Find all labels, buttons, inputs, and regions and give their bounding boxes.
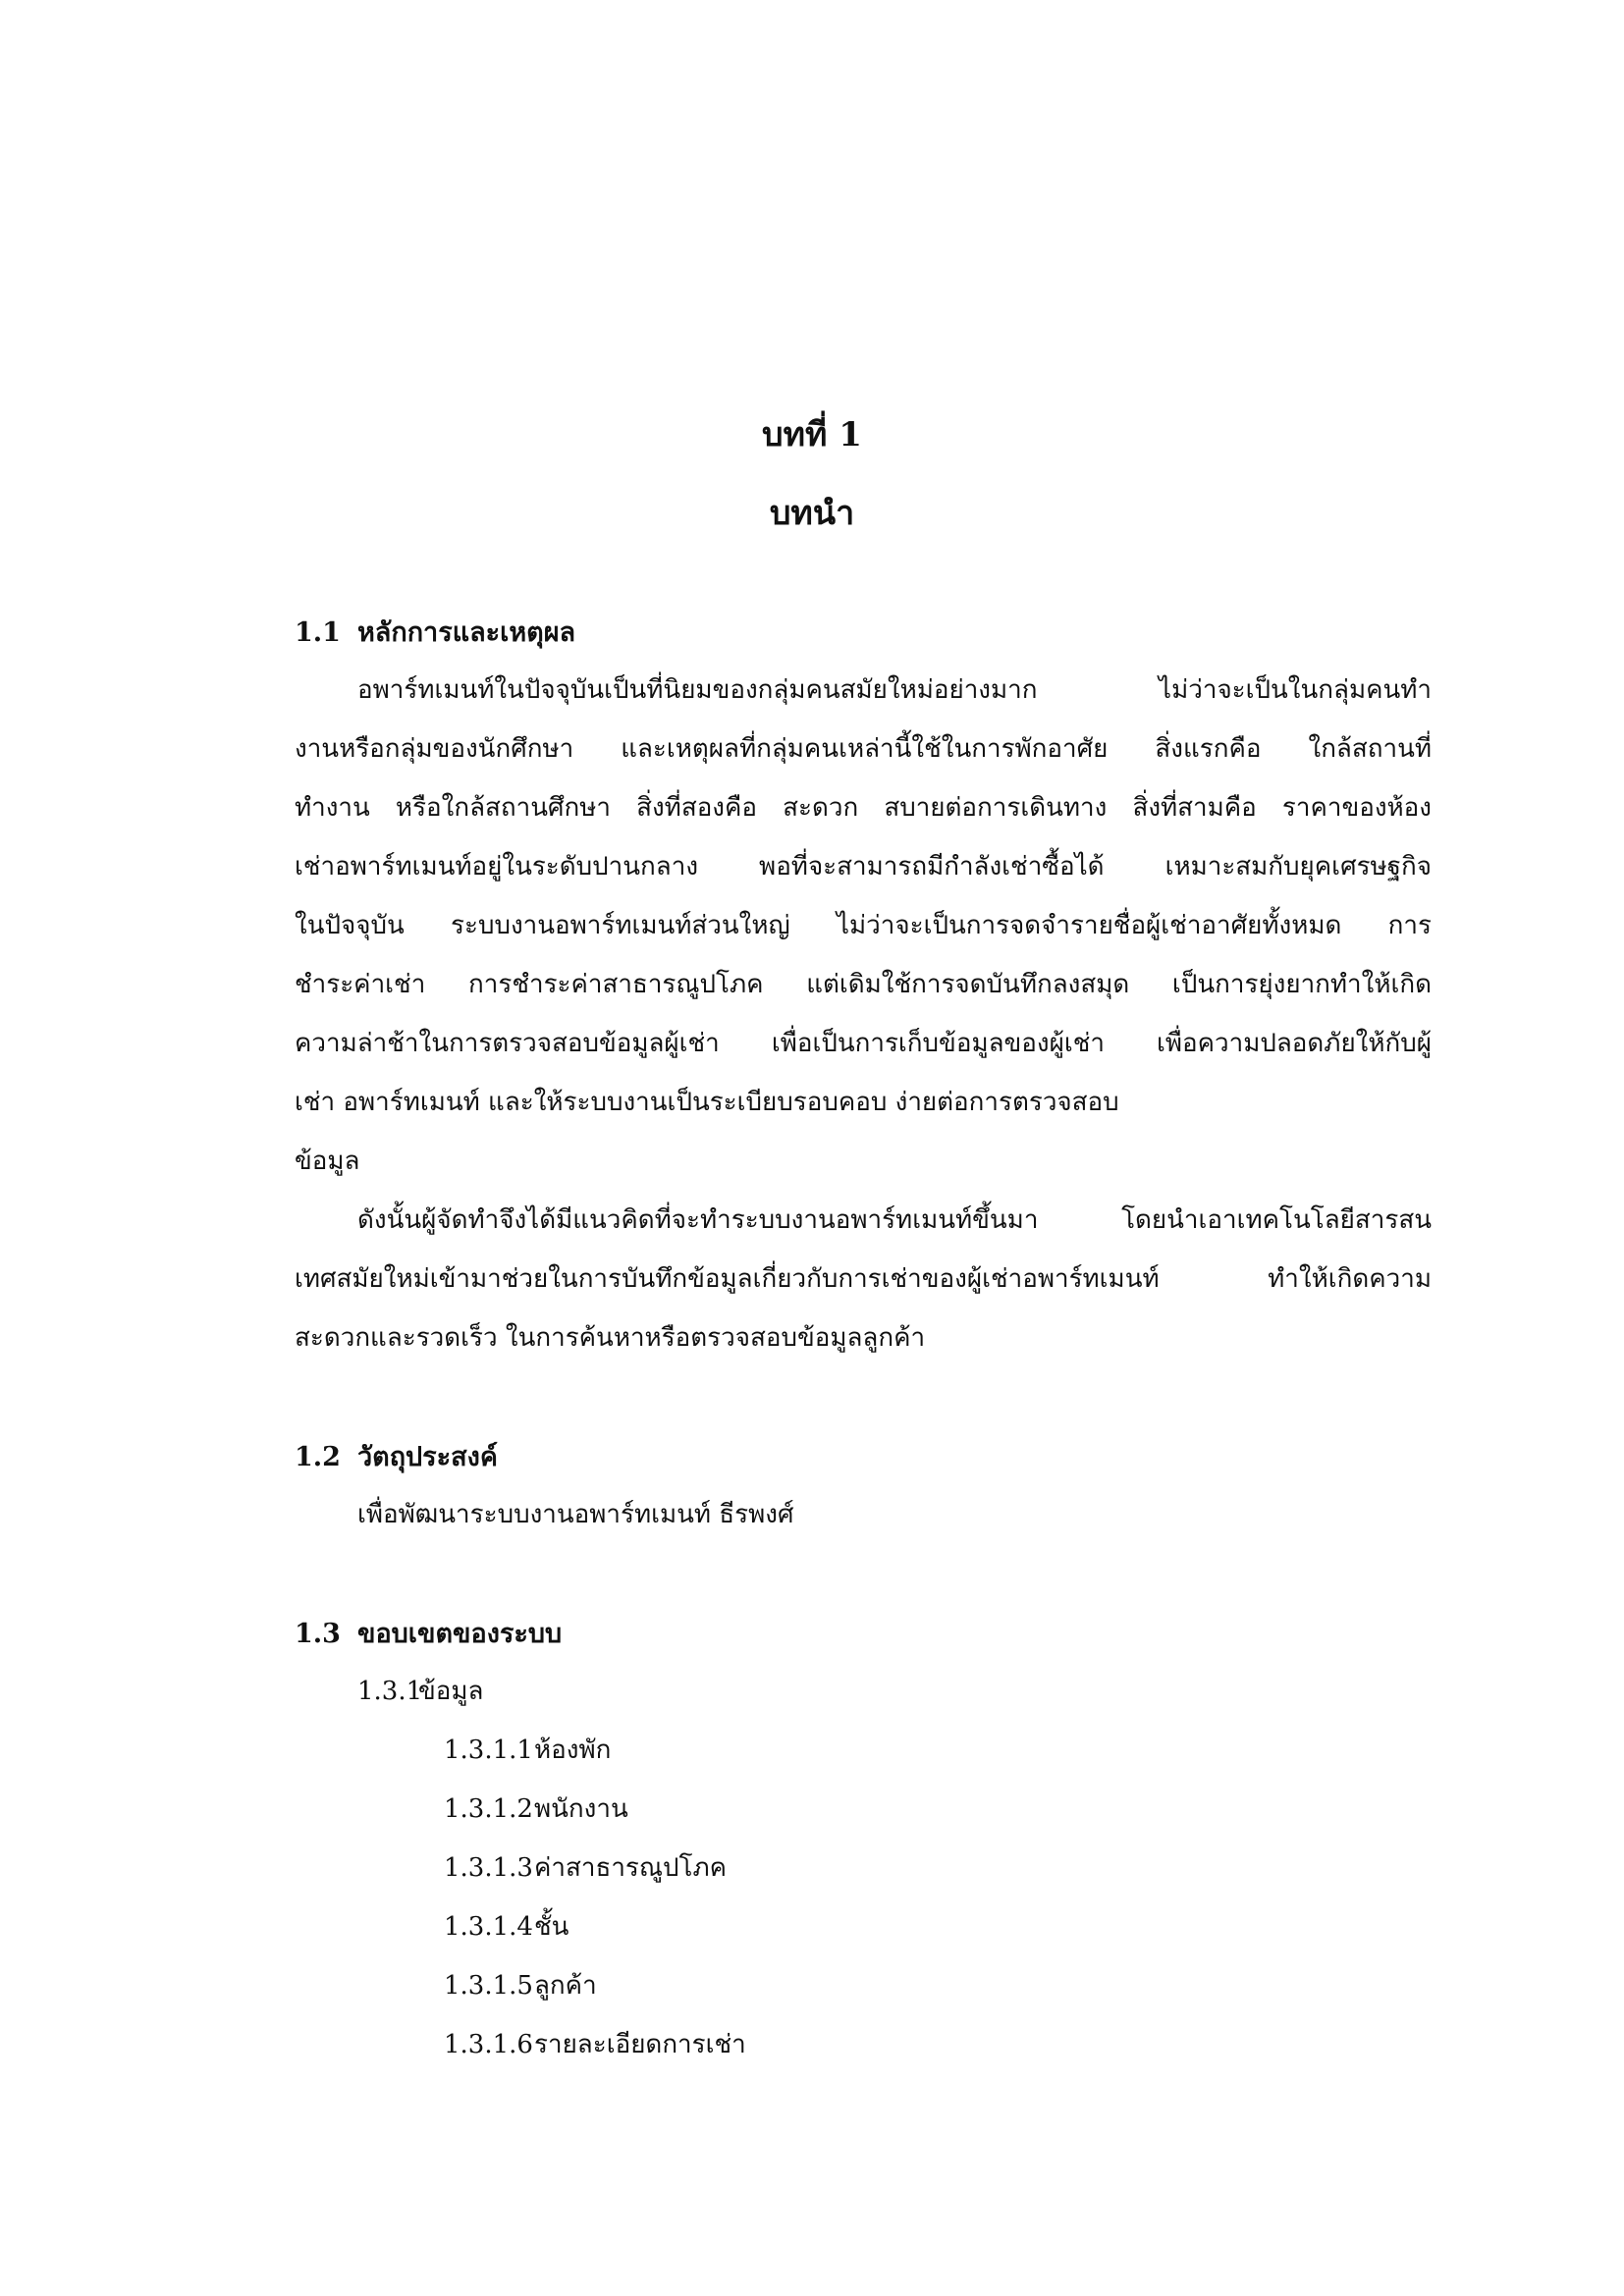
item-number: 1.3.1.2 <box>444 1794 533 1824</box>
chapter-title: บทนำ <box>769 494 855 533</box>
list-item <box>444 1906 568 1947</box>
section-title: ขอบเขตของระบบ <box>357 1619 563 1649</box>
paragraph-line: อพาร์ทเมนท์ในปัจจุบันเป็นที่นิยมของกลุ่มคนสมัยใหม่อย่างมาก ไม่ว่าจะเป็นในกลุ่มคนทำ <box>357 675 1432 705</box>
objective-text: เพื่อพัฒนาระบบงานอพาร์ทเมนท์ ธีรพงศ์ <box>357 1500 794 1529</box>
section-title: วัตถุประสงค์ <box>357 1442 498 1472</box>
list-item <box>444 1789 628 1829</box>
item-number: 1.3.1.4 <box>444 1912 533 1942</box>
item-number: 1.3.1.5 <box>444 1971 533 2001</box>
list-item <box>444 1965 597 2005</box>
list-item <box>444 2024 746 2064</box>
subsection-1-3-1 <box>357 1671 483 1711</box>
paragraph-line: งานหรือกลุ่มของนักศึกษา และเหตุผลที่กลุ่มคนเหล่านี้ใช้ในการพักอาศัย สิ่งแรกคือ ใกล้สถานที่ <box>295 734 1432 764</box>
paragraph-line: เทศสมัยใหม่เข้ามาช่วยในการบันทึกข้อมูลเกี่ยวกับการเช่าของผู้เช่าอพาร์ทเมนท์ ทำให้เกิดความ <box>295 1264 1432 1294</box>
paragraph-line: เช่าอพาร์ทเมนท์อยู่ในระดับปานกลาง พอที่จะสามารถมีกำลังเช่าซื้อได้ เหมาะสมกับยุคเศรษฐกิจ <box>295 852 1432 881</box>
item-label: ค่าสาธารณูปโภค <box>534 1853 728 1883</box>
item-label: ลูกค้า <box>534 1971 597 2001</box>
paragraph-line: ดังนั้นผู้จัดทำจึงได้มีแนวคิดที่จะทำระบบงานอพาร์ทเมนท์ขึ้นมา โดยนำเอาเทคโนโลยีสารสน <box>357 1205 1432 1235</box>
item-label: ชั้น <box>534 1912 569 1942</box>
item-label: พนักงาน <box>534 1794 628 1824</box>
paragraph-line: สะดวกและรวดเร็ว ในการค้นหาหรือตรวจสอบข้อมูลลูกค้า <box>295 1323 926 1353</box>
paragraph-line: เช่า อพาร์ทเมนท์ และให้ระบบงานเป็นระเบียบรอบคอบ ง่ายต่อการตรวจสอบ <box>295 1088 1119 1117</box>
list-item <box>444 1730 611 1770</box>
item-number: 1.3.1.1 <box>444 1735 533 1765</box>
paragraph-line: ข้อมูล <box>295 1147 360 1176</box>
section-heading-1-2 <box>295 1435 498 1477</box>
paragraph-line: ความล่าช้าในการตรวจสอบข้อมูลผู้เช่า เพื่อเป็นการเก็บข้อมูลของผู้เช่า เพื่อความปลอดภัยให้กับผู้ <box>295 1029 1432 1058</box>
section-heading-1-3 <box>295 1612 562 1654</box>
list-item <box>444 1847 727 1888</box>
section-title: หลักการและเหตุผล <box>357 617 576 648</box>
subsection-number: 1.3.1 <box>357 1677 423 1706</box>
section-number: 1.3 <box>295 1619 341 1649</box>
item-number: 1.3.1.6 <box>444 2030 533 2059</box>
item-label: ห้องพัก <box>534 1735 612 1765</box>
item-number: 1.3.1.3 <box>444 1853 533 1883</box>
section-number: 1.2 <box>295 1442 341 1472</box>
paragraph-line: ในปัจจุบัน ระบบงานอพาร์ทเมนท์ส่วนใหญ่ ไม่ว่าจะเป็นการจดจำรายชื่อผู้เช่าอาศัยทั้งหมด การ <box>295 911 1432 940</box>
section-number: 1.1 <box>295 617 341 648</box>
item-label: รายละเอียดการเช่า <box>534 2030 746 2059</box>
section-heading-1-1 <box>295 611 575 653</box>
chapter-number: บทที่ 1 <box>762 415 862 454</box>
paragraph-line: ชำระค่าเช่า การชำระค่าสาธารณูปโภค แต่เดิมใช้การจดบันทึกลงสมุด เป็นการยุ่งยากทำให้เกิด <box>295 970 1432 999</box>
paragraph-line: ทำงาน หรือใกล้สถานศึกษา สิ่งที่สองคือ สะดวก สบายต่อการเดินทาง สิ่งที่สามคือ ราคาของห้อง <box>295 793 1432 823</box>
subsection-title: ข้อมูล <box>418 1677 484 1706</box>
